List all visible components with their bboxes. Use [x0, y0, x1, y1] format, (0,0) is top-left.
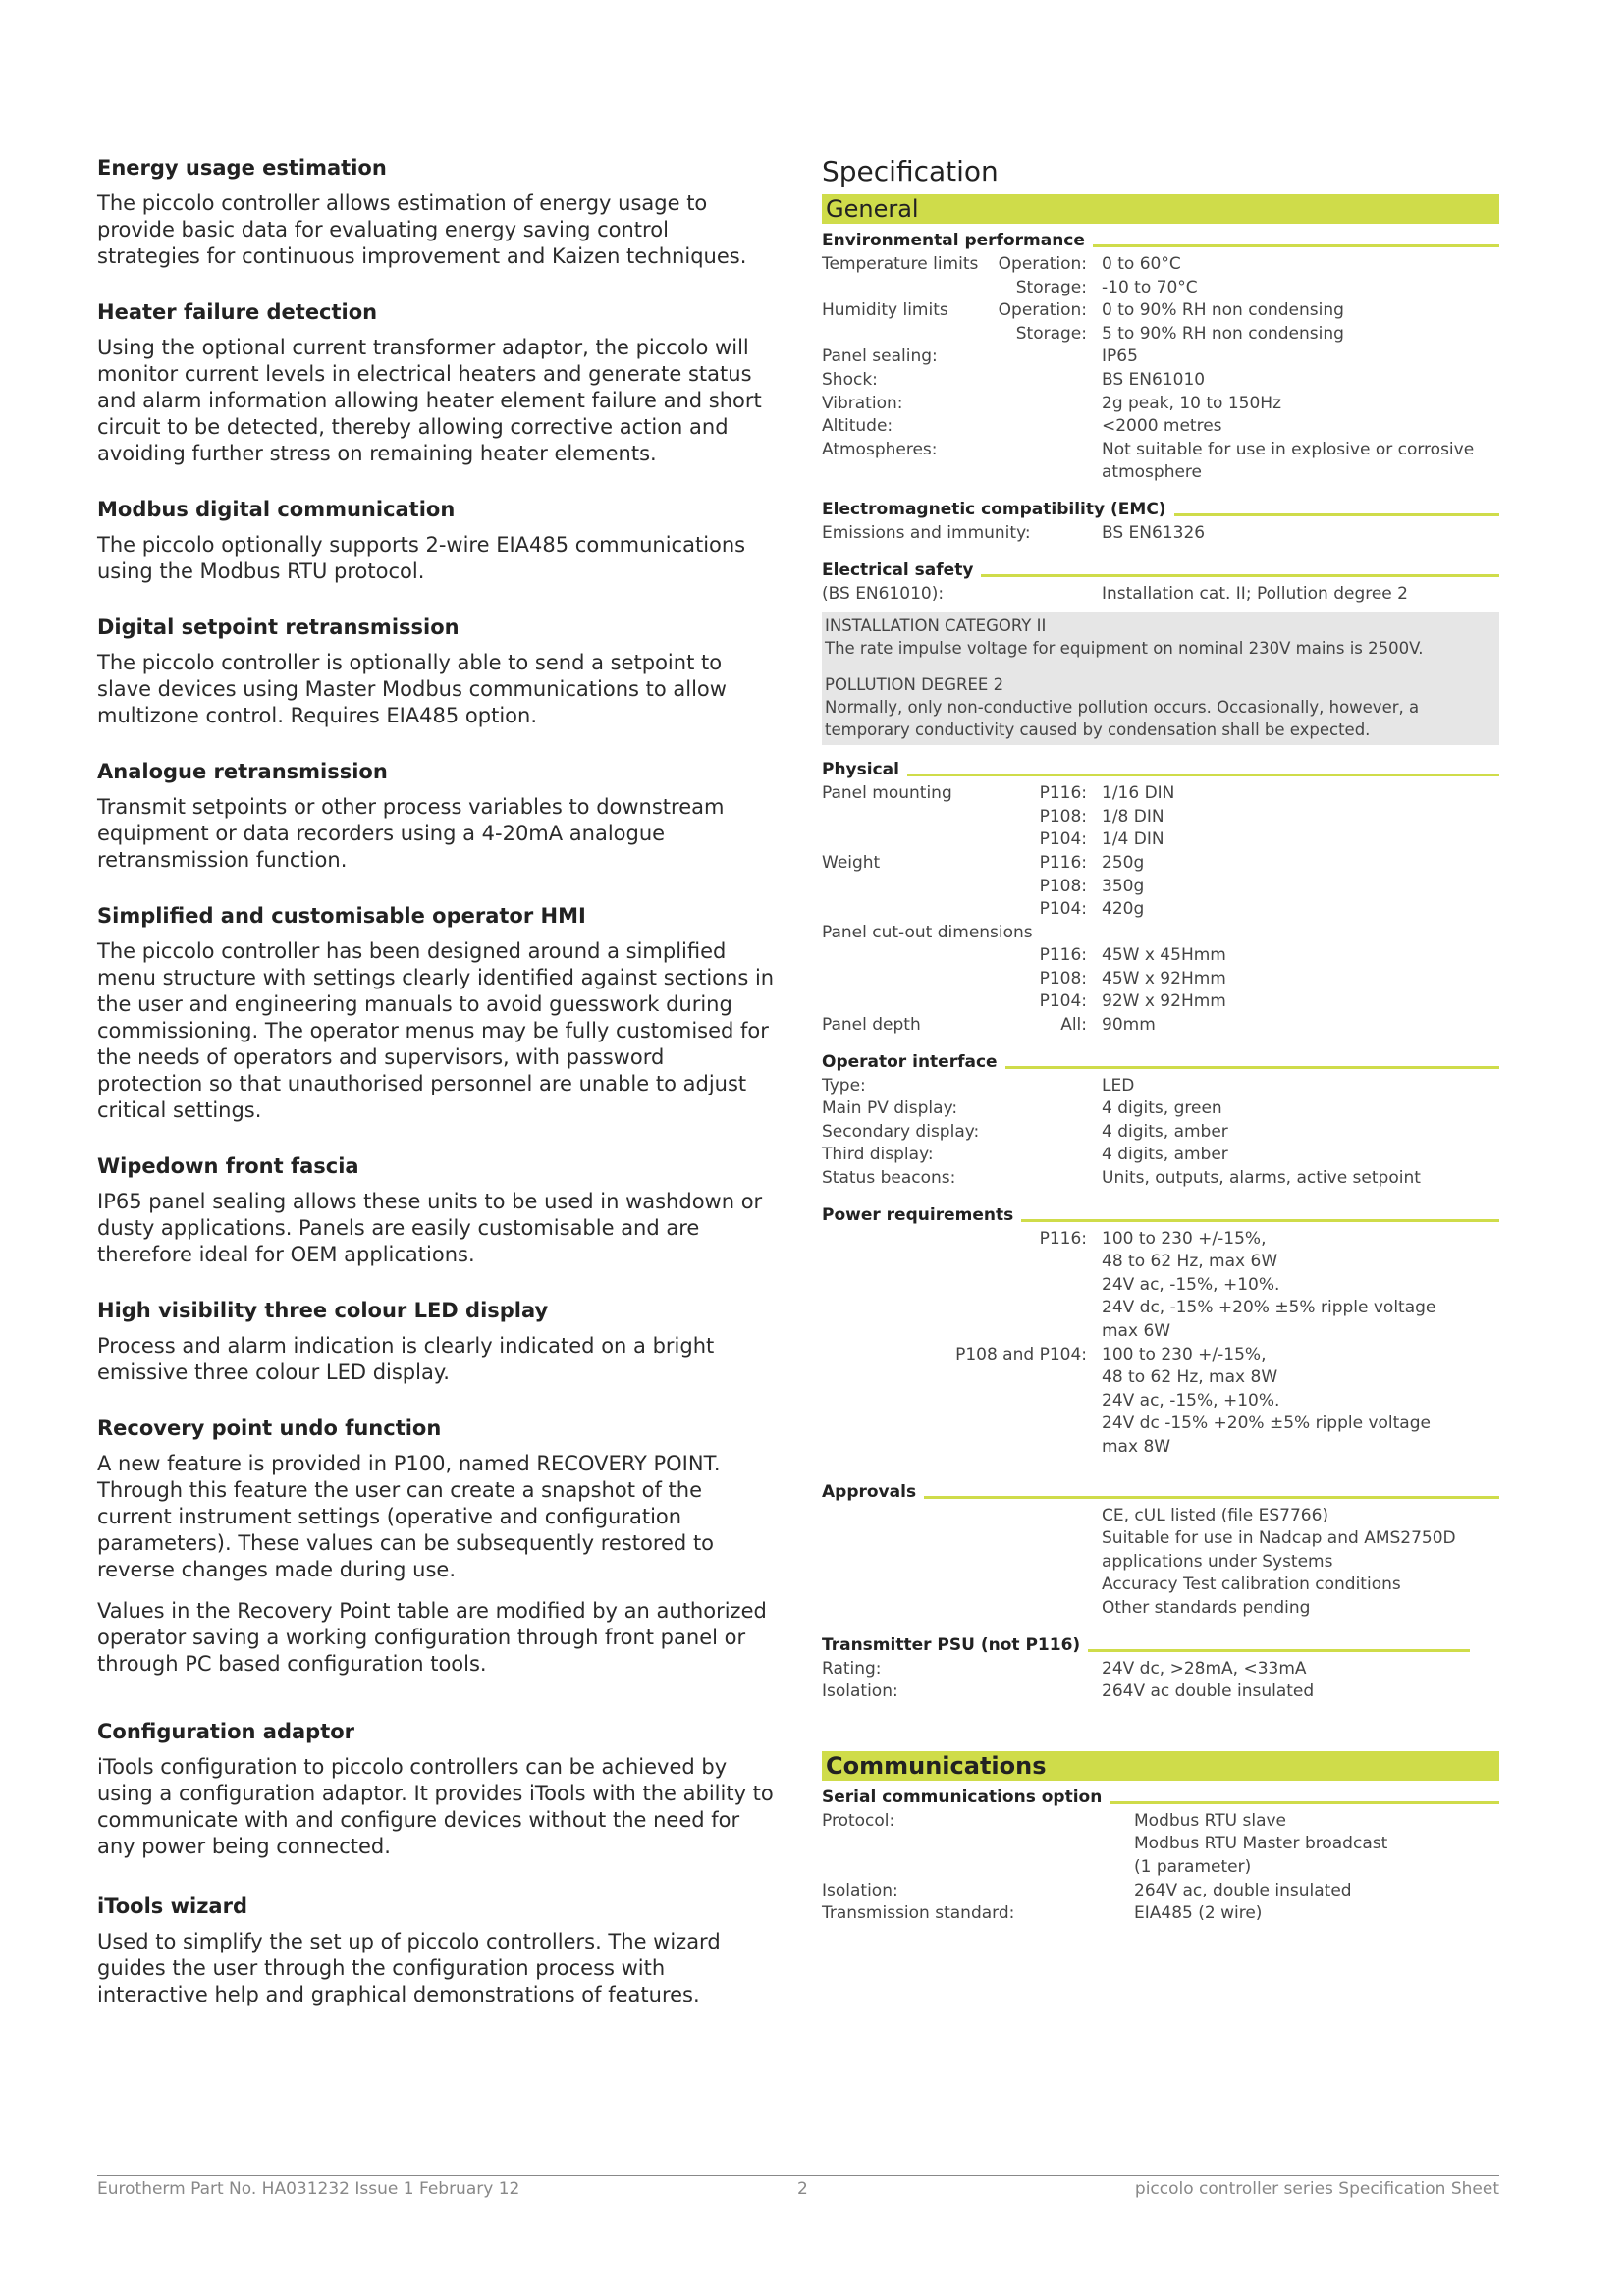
spec-row: [822, 1574, 1499, 1597]
feature-title: Digital setpoint retransmission: [97, 615, 460, 639]
general-band: General: [822, 194, 1499, 224]
feature-text: Used to simplify the set up of piccolo controllers. The wizard guides the user through the configuration process with interactive help and graphical demonstrations of features.: [97, 1930, 721, 2006]
spec-value: 48 to 62 Hz, max 8W: [1102, 1367, 1278, 1388]
spec-value: 24V dc, -15% +20% ±5% ripple voltage: [1102, 1298, 1436, 1318]
section-rule: [1088, 1649, 1470, 1652]
feature-text: The piccolo controller has been designed around a simplified menu structure with settings clearly identified against sections in the user and engineering manuals to avoid guesswork during commissioning. The operator menus may be fully customised for the needs of operators and supervisors, with password protection so that unauthorised personnel are unable to adjust critical settings.: [97, 939, 775, 1122]
section-title: Transmitter PSU (not P116): [822, 1634, 1081, 1655]
spec-value: 48 to 62 Hz, max 6W: [1102, 1252, 1278, 1272]
spec-title: Specification: [822, 155, 999, 187]
spec-label: Panel cut-out dimensions: [822, 922, 1033, 942]
section-title: Electrical safety: [822, 560, 974, 580]
section-rule: [1110, 1801, 1499, 1804]
spec-row: [822, 1344, 1499, 1367]
section-header: [822, 560, 1499, 581]
spec-value: 24V ac, -15%, +10%.: [1102, 1274, 1280, 1295]
spec-row: [822, 1228, 1499, 1252]
spec-label: Panel sealing:: [822, 347, 938, 367]
spec-label: Status beacons:: [822, 1168, 956, 1189]
spec-row: [822, 1366, 1499, 1390]
section-rule: [1174, 513, 1499, 516]
spec-sublabel: P108:: [1039, 968, 1087, 988]
spec-value: Modbus RTU slave: [1134, 1810, 1287, 1831]
spec-value: 0 to 90% RH non condensing: [1102, 300, 1344, 321]
spec-row: [822, 1436, 1499, 1460]
spec-label: Main PV display:: [822, 1098, 958, 1119]
spec-row: [822, 299, 1499, 323]
spec-row: [822, 1320, 1499, 1344]
spec-value: 0 to 60°C: [1102, 254, 1181, 274]
spec-sublabel: P116:: [1039, 783, 1087, 804]
spec-value: 250g: [1102, 852, 1145, 873]
spec-sublabel: All:: [1060, 1015, 1087, 1036]
spec-label: Isolation:: [822, 1682, 898, 1702]
spec-sublabel: P108:: [1039, 876, 1087, 896]
spec-row: [822, 1833, 1499, 1856]
spec-value: Other standards pending: [1102, 1597, 1311, 1618]
spec-row: [822, 1097, 1499, 1121]
feature-hmi: [97, 903, 775, 1124]
feature-text: The piccolo controller allows estimation of energy usage to provide basic data for evaluating energy saving control strategies for continuous improvement and Kaizen techniques.: [97, 191, 747, 268]
section-header: [822, 1634, 1470, 1656]
spec-value: max 6W: [1102, 1321, 1171, 1341]
spec-label: Type:: [822, 1075, 866, 1095]
spec-row: [822, 1075, 1499, 1098]
spec-value: (1 parameter): [1134, 1856, 1252, 1877]
spec-row: [822, 1880, 1499, 1903]
feature-heater: [97, 299, 775, 467]
feature-wizard: [97, 1894, 775, 2008]
spec-row: [822, 1014, 1499, 1038]
spec-row: [822, 968, 1499, 991]
spec-value: 2g peak, 10 to 150Hz: [1102, 393, 1281, 413]
spec-row: [822, 1681, 1470, 1704]
footer-part-number: Eurotherm Part No. HA031232 Issue 1 February 12: [97, 2179, 520, 2199]
spec-row: [822, 1121, 1499, 1145]
spec-row: [822, 1413, 1499, 1436]
power-section: [822, 1204, 1499, 1460]
feature-text: Process and alarm indication is clearly indicated on a bright emissive three colour LED display.: [97, 1334, 715, 1384]
section-title: Serial communications option: [822, 1787, 1103, 1807]
spec-row: [822, 1505, 1499, 1528]
emc-section: [822, 499, 1499, 546]
spec-value: 264V ac, double insulated: [1134, 1880, 1352, 1900]
spec-value: 420g: [1102, 899, 1145, 920]
note-text: Normally, only non-conductive pollution occurs. Occasionally, however, a temporary conductivity caused by condensation shall be expected.: [825, 698, 1420, 740]
spec-value: LED: [1102, 1075, 1135, 1095]
spec-row: [822, 253, 1499, 277]
section-title: Electromagnetic compatibility (EMC): [822, 499, 1166, 519]
spec-row: [822, 806, 1499, 829]
feature-text: Transmit setpoints or other process variables to downstream equipment or data recorders using a 4-20mA analogue retransmission function.: [97, 795, 725, 872]
spec-value: Units, outputs, alarms, active setpoint: [1102, 1168, 1421, 1189]
feature-text: Using the optional current transformer adaptor, the piccolo will monitor current levels in electrical heaters and generate status and alarm information allowing heater element failure and short circuit to be detected, thereby allowing corrective action and avoiding further stress on remaining heater elements.: [97, 336, 762, 465]
section-header: [822, 499, 1499, 520]
spec-label: Secondary display:: [822, 1121, 980, 1142]
feature-text: The piccolo optionally supports 2-wire EIA485 communications using the Modbus RTU protocol.: [97, 533, 746, 583]
spec-value: 264V ac double insulated: [1102, 1682, 1315, 1702]
safety-section: [822, 560, 1499, 746]
footer-rule: [97, 2175, 1499, 2176]
feature-text: A new feature is provided in P100, named RECOVERY POINT. Through this feature the user can create a snapshot of the current instrument settings (operative and configuration parameters). These values can be subsequently restored to reverse changes made during use.: [97, 1452, 721, 1581]
spec-row: [822, 522, 1499, 546]
spec-row: [822, 1167, 1499, 1191]
feature-modbus: [97, 497, 775, 585]
spec-label: Third display:: [822, 1145, 934, 1165]
spec-row: [822, 1856, 1499, 1880]
feature-energy: [97, 155, 775, 270]
spec-value: -10 to 70°C: [1102, 277, 1198, 297]
section-header: [822, 1204, 1499, 1226]
section-header: [822, 759, 1499, 780]
spec-value: Not suitable for use in explosive or corrosive atmosphere: [1102, 439, 1475, 483]
spec-sublabel: P104:: [1039, 829, 1087, 850]
section-header: [822, 230, 1499, 251]
spec-value: 4 digits, amber: [1102, 1145, 1228, 1165]
feature-title: Configuration adaptor: [97, 1720, 355, 1743]
spec-label: (BS EN61010):: [822, 583, 945, 604]
feature-title: High visibility three colour LED display: [97, 1299, 549, 1322]
spec-row: [822, 439, 1499, 485]
spec-value: 1/4 DIN: [1102, 829, 1164, 850]
safety-note-box: [822, 612, 1499, 745]
spec-value: 45W x 45Hmm: [1102, 945, 1226, 966]
feature-text: The piccolo controller is optionally able to send a setpoint to slave devices using Master Modbus communications to allow multizone control. Requires EIA485 option.: [97, 651, 727, 727]
spec-row: [822, 1810, 1499, 1834]
spec-label: Protocol:: [822, 1810, 895, 1831]
spec-label: Transmission standard:: [822, 1903, 1015, 1924]
note-text: The rate impulse voltage for equipment on nominal 230V mains is 2500V.: [825, 639, 1424, 659]
spec-row: [822, 990, 1499, 1014]
spec-row: [822, 1527, 1499, 1551]
spec-sublabel: Storage:: [1015, 323, 1087, 344]
feature-text: iTools configuration to piccolo controllers can be achieved by using a configuration adaptor. It provides iTools with the ability to communicate with and configure devices without the need for any power being connected.: [97, 1755, 774, 1858]
spec-sublabel: P116:: [1039, 852, 1087, 873]
spec-label: Rating:: [822, 1658, 882, 1679]
spec-row: [822, 1251, 1499, 1274]
approvals-section: [822, 1481, 1499, 1621]
footer-doc-title: piccolo controller series Specification Sheet: [1134, 2179, 1499, 2199]
spec-row: [822, 876, 1499, 899]
spec-label: Atmospheres:: [822, 439, 938, 459]
spec-value: CE, cUL listed (file ES7766): [1102, 1505, 1329, 1525]
spec-value: 100 to 230 +/-15%,: [1102, 1228, 1267, 1249]
section-header: [822, 1787, 1499, 1808]
spec-value: 4 digits, green: [1102, 1098, 1222, 1119]
section-title: Physical: [822, 760, 899, 780]
communications-band: Communications: [822, 1751, 1499, 1781]
spec-label: Altitude:: [822, 416, 893, 437]
page-number: 2: [797, 2179, 808, 2199]
spec-value: Accuracy Test calibration conditions: [1102, 1575, 1401, 1595]
section-rule: [907, 774, 1499, 776]
spec-label: Vibration:: [822, 393, 903, 413]
section-rule: [1021, 1219, 1499, 1222]
spec-sublabel: Operation:: [998, 254, 1087, 274]
serial-section: [822, 1787, 1499, 1926]
features-column: [97, 155, 775, 2038]
spec-value: <2000 metres: [1102, 416, 1222, 437]
feature-text: IP65 panel sealing allows these units to be used in washdown or dusty applications. Panels are easily customisable and are therefore ideal for OEM applications.: [97, 1190, 763, 1266]
spec-value: BS EN61010: [1102, 369, 1206, 390]
note-title: POLLUTION DEGREE 2: [825, 675, 1004, 695]
section-title: Operator interface: [822, 1051, 998, 1072]
note-title: INSTALLATION CATEGORY II: [825, 616, 1047, 636]
spec-value: 5 to 90% RH non condensing: [1102, 323, 1344, 344]
physical-section: [822, 759, 1499, 1038]
spec-value: 24V dc -15% +20% ±5% ripple voltage: [1102, 1414, 1431, 1434]
spec-label: Isolation:: [822, 1880, 898, 1900]
spec-value: 90mm: [1102, 1015, 1156, 1036]
section-rule: [924, 1496, 1499, 1499]
spec-sublabel: Operation:: [998, 300, 1087, 321]
spec-row: [822, 898, 1499, 922]
spec-sublabel: P116:: [1039, 1228, 1087, 1249]
spec-label: Temperature limits: [822, 254, 979, 274]
section-title: Approvals: [822, 1481, 917, 1502]
feature-text: Values in the Recovery Point table are modified by an authorized operator saving a working configuration through front panel or through PC based configuration tools.: [97, 1599, 767, 1676]
spec-row: [822, 852, 1499, 876]
feature-title: Heater failure detection: [97, 300, 378, 324]
spec-sublabel: P108 and P104:: [955, 1344, 1087, 1364]
section-rule: [1093, 244, 1499, 247]
spec-value: BS EN61326: [1102, 522, 1206, 543]
section-title: Environmental performance: [822, 231, 1085, 250]
spec-sublabel: P116:: [1039, 945, 1087, 966]
spec-value: 24V ac, -15%, +10%.: [1102, 1390, 1280, 1411]
spec-value: 92W x 92Hmm: [1102, 991, 1226, 1012]
feature-fascia: [97, 1153, 775, 1268]
section-header: [822, 1481, 1499, 1503]
spec-value: 350g: [1102, 876, 1145, 896]
spec-row: [822, 1390, 1499, 1414]
spec-row: [822, 944, 1499, 968]
feature-config-adaptor: [97, 1719, 775, 1860]
spec-row: [822, 346, 1499, 369]
feature-setpoint: [97, 614, 775, 729]
spec-row: [822, 583, 1499, 607]
feature-analogue: [97, 759, 775, 874]
spec-row: [822, 1551, 1499, 1575]
spec-sublabel: P104:: [1039, 991, 1087, 1012]
feature-title: iTools wizard: [97, 1895, 247, 1918]
spec-row: [822, 393, 1499, 416]
spec-value: 4 digits, amber: [1102, 1121, 1228, 1142]
operator-section: [822, 1051, 1499, 1191]
spec-value: max 8W: [1102, 1436, 1171, 1457]
spec-sublabel: Storage:: [1015, 277, 1087, 297]
spec-row: [822, 1658, 1470, 1682]
spec-row: [822, 277, 1499, 300]
feature-title: Recovery point undo function: [97, 1416, 442, 1440]
spec-value: 100 to 230 +/-15%,: [1102, 1344, 1267, 1364]
section-header: [822, 1051, 1499, 1073]
feature-title: Energy usage estimation: [97, 156, 387, 180]
feature-title: Simplified and customisable operator HMI: [97, 904, 586, 928]
spec-value: EIA485 (2 wire): [1134, 1903, 1263, 1924]
feature-title: Wipedown front fascia: [97, 1154, 359, 1178]
spec-row: [822, 922, 1499, 945]
section-rule: [1005, 1066, 1499, 1069]
spec-label: Panel depth: [822, 1015, 921, 1036]
env-section: [822, 230, 1499, 485]
spec-sublabel: P108:: [1039, 806, 1087, 827]
spec-label: Emissions and immunity:: [822, 522, 1031, 543]
spec-sublabel: P104:: [1039, 899, 1087, 920]
spec-label: Weight: [822, 852, 881, 873]
spec-row: [822, 1297, 1499, 1320]
spec-row: [822, 323, 1499, 347]
spec-value: 1/8 DIN: [1102, 806, 1164, 827]
spec-value: IP65: [1102, 347, 1138, 367]
spec-value: 24V dc, >28mA, <33mA: [1102, 1658, 1307, 1679]
spec-row: [822, 415, 1499, 439]
spec-row: [822, 1144, 1499, 1167]
spec-value: 1/16 DIN: [1102, 783, 1175, 804]
psu-section: [822, 1634, 1470, 1704]
feature-recovery: [97, 1415, 775, 1678]
section-title: Power requirements: [822, 1204, 1014, 1225]
spec-row: [822, 1597, 1499, 1621]
spec-label: Shock:: [822, 369, 878, 390]
specification-column: [822, 155, 1499, 1926]
spec-value: Installation cat. II; Pollution degree 2: [1102, 583, 1408, 604]
spec-row: [822, 1902, 1499, 1926]
spec-row: [822, 1274, 1499, 1298]
spec-value: applications under Systems: [1102, 1551, 1333, 1572]
spec-row: [822, 828, 1499, 852]
spec-value: 45W x 92Hmm: [1102, 968, 1226, 988]
spec-row: [822, 782, 1499, 806]
feature-led: [97, 1298, 775, 1386]
feature-title: Analogue retransmission: [97, 760, 388, 783]
spec-value: Modbus RTU Master broadcast: [1134, 1834, 1388, 1854]
spec-value: Suitable for use in Nadcap and AMS2750D: [1102, 1528, 1456, 1549]
spec-row: [822, 369, 1499, 393]
spec-label: Humidity limits: [822, 300, 948, 321]
spec-label: Panel mounting: [822, 783, 952, 804]
section-rule: [981, 574, 1499, 577]
feature-title: Modbus digital communication: [97, 498, 456, 521]
